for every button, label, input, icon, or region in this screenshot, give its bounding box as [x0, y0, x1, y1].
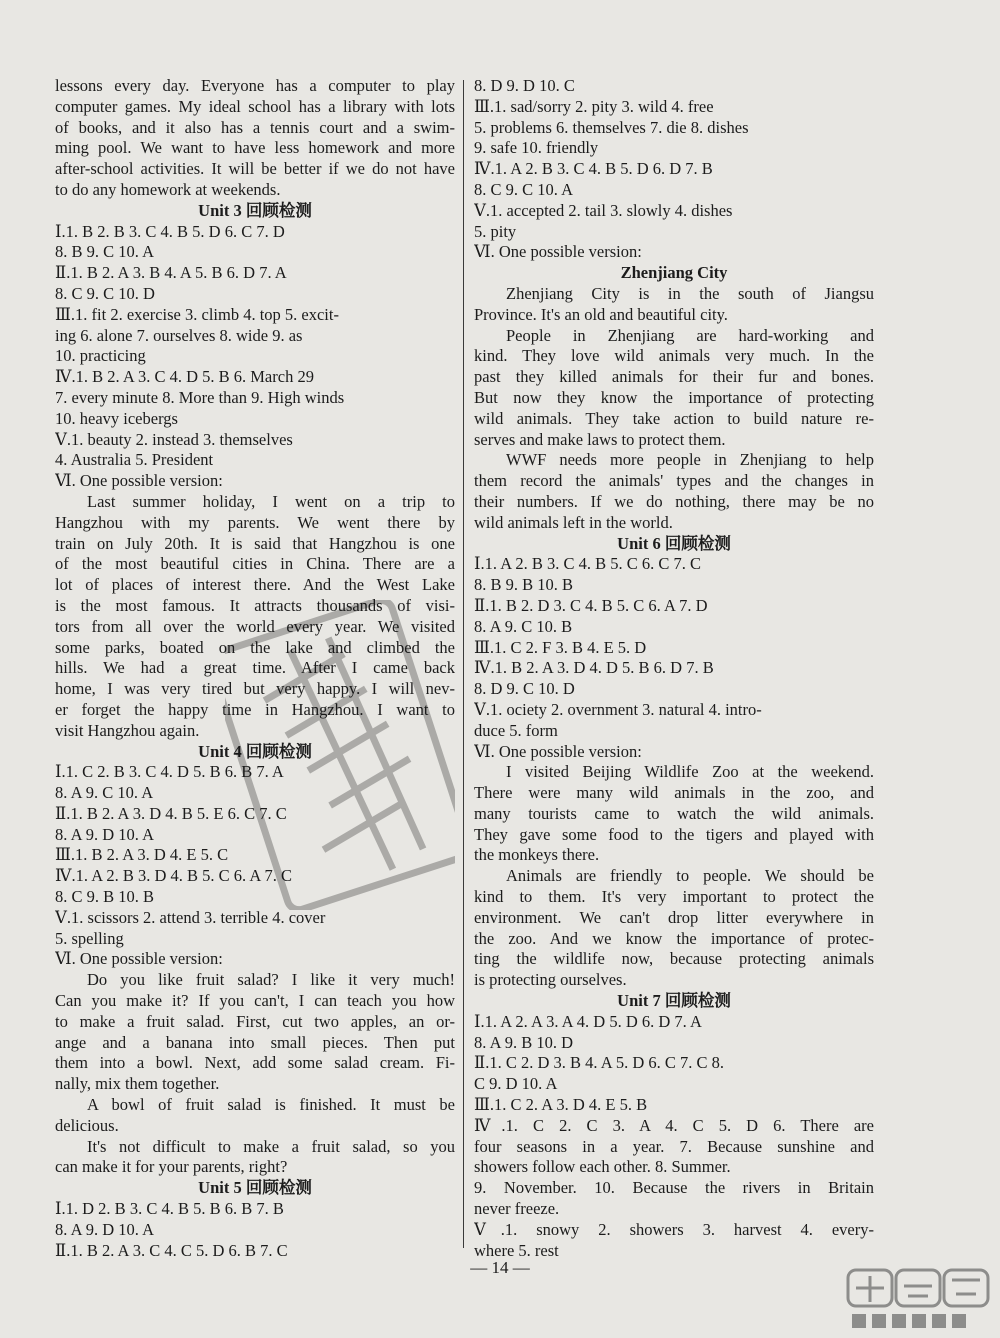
left-text-line: of the most beautiful cities in China. There are a [55, 554, 455, 574]
left-column [55, 76, 455, 1261]
left-text-line: to do any homework at weekends. [55, 179, 281, 199]
left-text-line: is the most famous. It attracts thousands of visi- [55, 595, 455, 615]
left-text-line: Ⅰ.1. D 2. B 3. C 4. B 5. B 6. B 7. B [55, 1199, 284, 1219]
left-text-line: 8. B 9. C 10. A [55, 242, 155, 262]
left-text-line: them into a bowl. Next, add some salad cream. Fi- [55, 1053, 455, 1073]
left-text-line: It's not difficult to make a fruit salad, so you [87, 1136, 455, 1156]
left-text-line: nally, mix them together. [55, 1074, 220, 1094]
right-text-line: wild animals left in the world. [474, 512, 673, 532]
left-text-line: 4. Australia 5. President [55, 450, 214, 470]
right-text-line: Ⅴ.1. snowy 2. showers 3. harvest 4. every- [474, 1219, 874, 1239]
right-text-line: their numbers. If we do nothing, there may be no [474, 491, 874, 511]
right-text-line: is protecting ourselves. [474, 970, 627, 990]
left-text-line: ange and a banana into small pieces. Then put [55, 1032, 455, 1052]
right-text-line: where 5. rest [474, 1240, 559, 1260]
left-text-line: ming pool. We want to have less homework and more [55, 138, 455, 158]
left-text-line: Ⅲ.1. fit 2. exercise 3. climb 4. top 5. excit- [55, 304, 339, 324]
left-text-line: train on July 20th. It is said that Hangzhou is one [55, 533, 455, 553]
right-text-line: 8. A 9. B 10. D [474, 1032, 574, 1052]
right-section-heading: Zhenjiang City [620, 263, 728, 283]
right-text-line: 8. D 9. C 10. D [474, 679, 575, 699]
right-text-line: wild animals. They take action to build nature re- [474, 408, 874, 428]
left-text-line: hills. We had a great time. After I came back [55, 658, 455, 678]
right-text-line: kind. They love wild animals very much. In the [474, 346, 874, 366]
left-text-line: lessons every day. Everyone has a computer to play [55, 76, 455, 95]
right-text-line: Ⅵ. One possible version: [474, 741, 642, 761]
right-text-line: Animals are friendly to people. We should be [506, 866, 874, 886]
left-text-line: 7. every minute 8. More than 9. High winds [55, 387, 345, 407]
left-text-line: 8. A 9. C 10. A [55, 783, 154, 803]
left-text-line: to make a fruit salad. First, cut two apples, an or- [55, 1011, 455, 1031]
left-text-line: 8. A 9. D 10. A [55, 824, 155, 844]
left-text-line: Do you like fruit salad? I like it very much! [87, 970, 455, 990]
right-text-line: Ⅴ.1. ociety 2. overnment 3. natural 4. intro- [474, 699, 762, 719]
right-text-line: Ⅲ.1. C 2. A 3. D 4. E 5. B [474, 1095, 648, 1115]
right-section-heading: Unit 7 回顾检测 [617, 991, 731, 1011]
left-text-line: 5. spelling [55, 928, 124, 948]
right-text-line: them record the animals' types and the changes in [474, 471, 874, 491]
right-text-line: Ⅱ.1. B 2. D 3. C 4. B 5. C 6. A 7. D [474, 595, 708, 615]
left-text-line: home, I was very tired but very happy. I will nev- [55, 679, 455, 699]
left-text-line: Ⅳ.1. B 2. A 3. C 4. D 5. B 6. March 29 [55, 367, 314, 387]
left-text-line: Ⅳ.1. A 2. B 3. D 4. B 5. C 6. A 7. C [55, 866, 292, 886]
right-text-line: I visited Beijing Wildlife Zoo at the weekend. [506, 762, 874, 782]
left-text-line: visit Hangzhou again. [55, 720, 200, 740]
left-text-line: Ⅲ.1. B 2. A 3. D 4. E 5. C [55, 845, 229, 865]
left-text-line: 10. practicing [55, 346, 146, 366]
left-text-line: can make it for your parents, right? [55, 1157, 288, 1177]
left-text-line: computer games. My ideal school has a library with lots [55, 96, 455, 116]
left-text-line: ing 6. alone 7. ourselves 8. wide 9. as [55, 325, 303, 345]
right-text-line: the monkeys there. [474, 845, 600, 865]
left-text-line: delicious. [55, 1115, 119, 1135]
right-column [474, 76, 874, 1261]
left-text-line: tors from all over the world every year. We visited [55, 616, 455, 636]
left-text-line: Can you make it? If you can't, I can teach you how [55, 991, 455, 1011]
left-text-line: 8. A 9. D 10. A [55, 1219, 155, 1239]
right-text-line: many tourists came to watch the wild animals. [474, 803, 874, 823]
right-text-line: past they killed animals for their fur and bones. [474, 367, 874, 387]
right-text-line: the zoo. And we know the importance of protec- [474, 928, 874, 948]
left-text-line: lot of places of interest there. And the West Lake [55, 575, 455, 595]
right-text-line: Ⅴ.1. accepted 2. tail 3. slowly 4. dishes [474, 200, 733, 220]
right-text-line: Ⅰ.1. A 2. B 3. C 4. B 5. C 6. C 7. C [474, 554, 702, 574]
page-number: — 14 — [470, 1258, 530, 1277]
left-text-line: Ⅴ.1. scissors 2. attend 3. terrible 4. cover [55, 907, 326, 927]
left-text-line: 10. heavy icebergs [55, 408, 178, 428]
right-text-line: never freeze. [474, 1199, 560, 1219]
right-text-line: Ⅱ.1. C 2. D 3. B 4. A 5. D 6. C 7. C 8. [474, 1053, 725, 1073]
right-text-line: 5. pity [474, 221, 517, 241]
right-text-line: four seasons in a year. 7. Because sunshine and [474, 1136, 874, 1156]
left-text-line: Ⅵ. One possible version: [55, 949, 223, 969]
right-text-line: There were many wild animals in the zoo, and [474, 783, 874, 803]
right-text-line: But now they know the importance of protecting [474, 387, 874, 407]
right-text-line: environment. We can't drop litter everywhere in [474, 907, 874, 927]
left-text-line: 8. C 9. C 10. D [55, 283, 155, 303]
site-logo [842, 1264, 992, 1334]
left-text-line: Ⅰ.1. B 2. B 3. C 4. B 5. D 6. C 7. D [55, 221, 285, 241]
right-text-line: 8. A 9. C 10. B [474, 616, 573, 636]
left-section-heading: Unit 4 回顾检测 [198, 741, 312, 761]
left-text-line: Ⅰ.1. C 2. B 3. C 4. D 5. B 6. B 7. A [55, 762, 284, 782]
right-text-line: 9. November. 10. Because the rivers in Britain [474, 1178, 874, 1198]
left-text-line: some parks, boated on the lake and climbed the [55, 637, 455, 657]
right-text-line: Ⅰ.1. A 2. A 3. A 4. D 5. D 6. D 7. A [474, 1011, 702, 1031]
right-text-line: Ⅳ.1. A 2. B 3. C 4. B 5. D 6. D 7. B [474, 159, 713, 179]
right-text-line: WWF needs more people in Zhenjiang to help [506, 450, 874, 470]
right-text-line: ting the wildlife now, because protecting animals [474, 949, 874, 969]
left-text-line: Last summer holiday, I went on a trip to [87, 491, 455, 511]
left-text-line: of books, and it also has a tennis court and a swim- [55, 117, 455, 137]
right-text-line: showers follow each other. 8. Summer. [474, 1157, 731, 1177]
right-text-line: 8. D 9. D 10. C [474, 76, 575, 95]
left-text-line: Ⅴ.1. beauty 2. instead 3. themselves [55, 429, 293, 449]
right-text-line: Zhenjiang City is in the south of Jiangsu [506, 283, 874, 303]
right-text-line: Province. It's an old and beautiful city. [474, 304, 728, 324]
left-text-line: Ⅱ.1. B 2. A 3. D 4. B 5. E 6. C 7. C [55, 803, 287, 823]
right-text-line: duce 5. form [474, 720, 558, 740]
right-text-line: Ⅳ.1. B 2. A 3. D 4. D 5. B 6. D 7. B [474, 658, 714, 678]
left-text-line: Ⅱ.1. B 2. A 3. C 4. C 5. D 6. B 7. C [55, 1240, 288, 1260]
left-text-line: Ⅵ. One possible version: [55, 471, 223, 491]
right-text-line: 8. B 9. B 10. B [474, 575, 574, 595]
right-text-line: They gave some food to the tigers and played with [474, 824, 874, 844]
right-text-line: 8. C 9. C 10. A [474, 179, 574, 199]
right-text-line: Ⅵ. One possible version: [474, 242, 642, 262]
right-text-line: 5. problems 6. themselves 7. die 8. dishes [474, 117, 749, 137]
left-section-heading: Unit 3 回顾检测 [198, 200, 312, 220]
left-text-line: A bowl of fruit salad is finished. It must be [87, 1095, 455, 1115]
right-text-line: serves and make laws to protect them. [474, 429, 726, 449]
right-text-line: kind to them. It's very important to protect the [474, 887, 874, 907]
left-text-line: Hangzhou with my parents. We went there by [55, 512, 455, 532]
right-text-line: Ⅲ.1. sad/sorry 2. pity 3. wild 4. free [474, 96, 714, 116]
left-text-line: 8. C 9. B 10. B [55, 887, 155, 907]
right-text-line: People in Zhenjiang are hard-working and [506, 325, 874, 345]
left-text-line: Ⅱ.1. B 2. A 3. B 4. A 5. B 6. D 7. A [55, 263, 287, 283]
left-section-heading: Unit 5 回顾检测 [198, 1178, 312, 1198]
left-text-line: er forget the happy time in Hangzhou. I want to [55, 699, 455, 719]
right-text-line: Ⅲ.1. C 2. F 3. B 4. E 5. D [474, 637, 647, 657]
left-text-line: after-school activities. It will be better if we do not have [55, 159, 455, 179]
right-text-line: 9. safe 10. friendly [474, 138, 599, 158]
right-text-line: C 9. D 10. A [474, 1074, 558, 1094]
column-divider [463, 80, 464, 1248]
right-section-heading: Unit 6 回顾检测 [617, 533, 731, 553]
right-text-line: Ⅳ.1. C 2. C 3. A 4. C 5. D 6. There are [474, 1115, 874, 1135]
